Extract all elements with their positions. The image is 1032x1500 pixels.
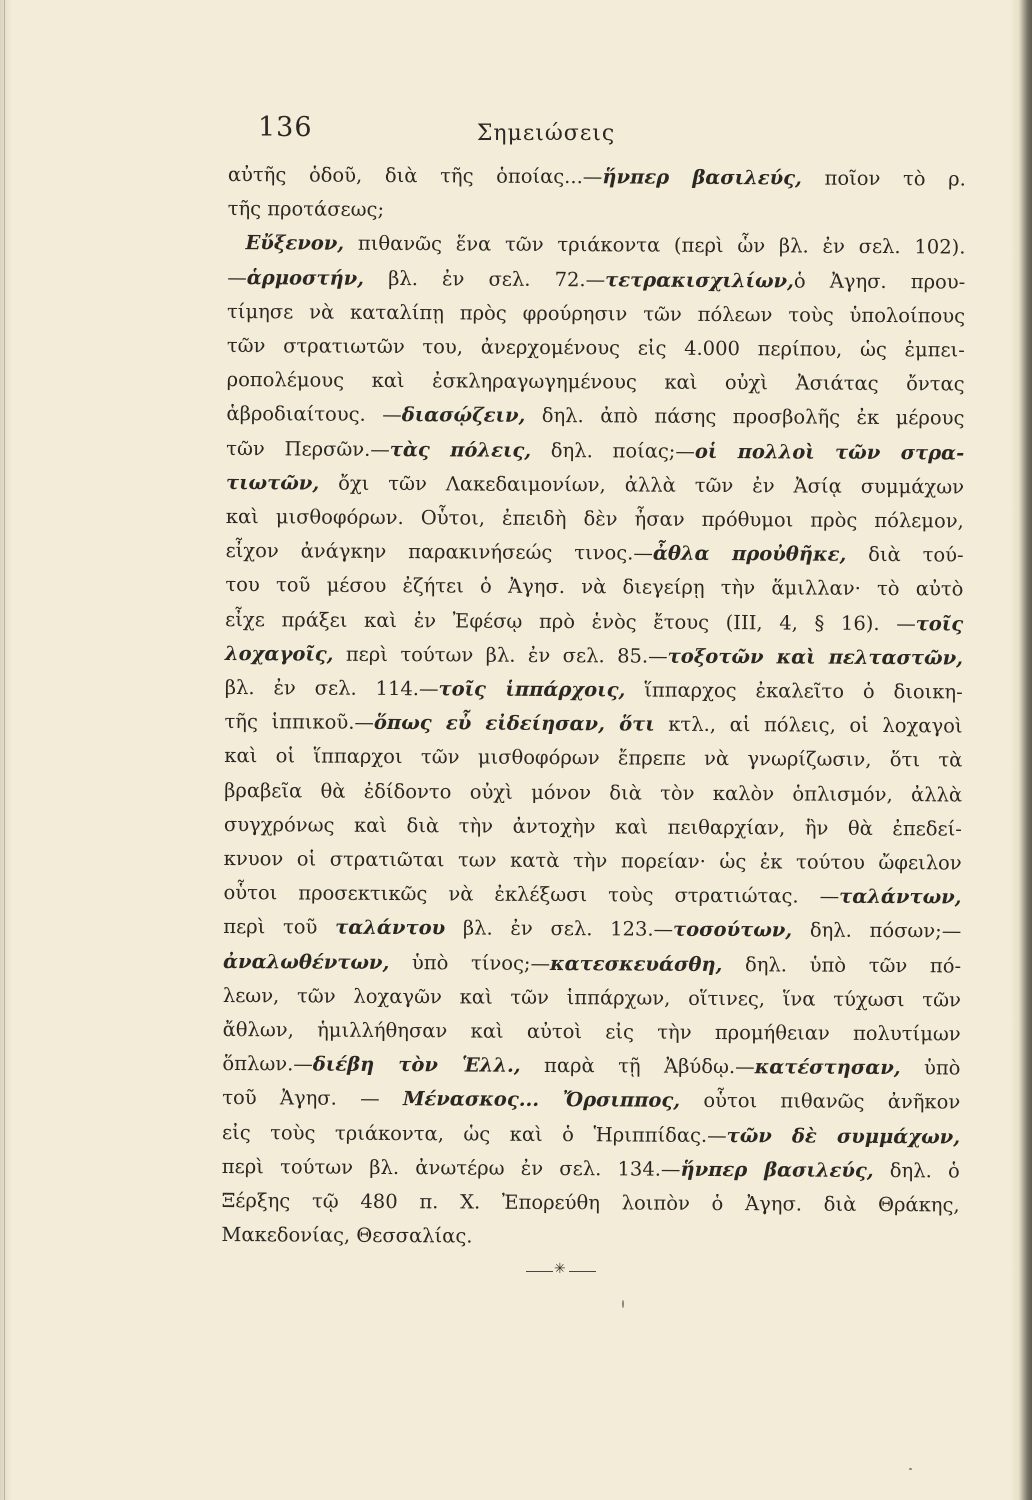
text-run: περὶ τούτων βλ. ἐν σελ. 85.— (333, 642, 668, 668)
paper-speck (909, 1468, 912, 1470)
text-run: βραβεῖα θὰ ἐδίδοντο οὐχὶ μόνον διὰ τὸν καλὸν ὁπλισμόν, ἀλλὰ (224, 778, 963, 807)
text-run: αὐτῆς ὁδοῦ, διὰ τῆς ὁποίας...— (227, 162, 603, 189)
text-run: ἁβροδιαίτους. — (226, 402, 402, 427)
text-line (226, 500, 964, 539)
lemma: τὰς πόλεις, (389, 437, 532, 462)
text-line (227, 261, 965, 300)
ornament-rule (569, 1271, 596, 1272)
running-head: Σημειώσεις (476, 121, 616, 146)
text-run: κνυον οἱ στρατιῶται των κατὰ τὴν πορείαν· ὡς ἐκ τούτου ὤφειλον (223, 847, 962, 875)
text-line (227, 329, 965, 368)
text-line (222, 1047, 960, 1086)
lemma: ἥνπερ βασιλεύς, (680, 1157, 874, 1182)
lemma: ταλάντων, (839, 885, 962, 909)
text-line (226, 432, 964, 471)
text-run: Ξέρξης τῷ 480 π. Χ. Ἐπορεύθη λοιπὸν ὁ Ἀγησ. διὰ Θράκης, (221, 1189, 960, 1217)
lemma: τετρακισχιλίων, (605, 267, 794, 293)
lemma: ταλάντου (335, 916, 446, 940)
lemma: ἀναλωθέντων, (223, 949, 390, 974)
text-line (224, 842, 962, 881)
text-run: συγχρόνως καὶ διὰ τὴν ἀντοχὴν καὶ πειθαρχίαν, ἣν θὰ ἐπεδεί- (223, 812, 962, 841)
text-line (228, 192, 966, 231)
lemma: Μένασκος... Ὄρσιππος, (402, 1087, 681, 1113)
text-run: ὅπλων.— (222, 1052, 313, 1076)
lemma: κατέστησαν, (754, 1055, 901, 1080)
text-line (223, 876, 961, 915)
asterisk-icon: ✳ (554, 1261, 566, 1277)
text-line (224, 705, 962, 744)
text-run: τίμησε νὰ καταλίπῃ πρὸς φρούρησιν τῶν πόλεων τοὺς ὑπολοίπους (226, 299, 966, 328)
lemma: τοξοτῶν καὶ πελταστῶν, (667, 644, 964, 670)
text-run: καὶ οἱ ἵππαρχοι τῶν μισθοφόρων ἔπρεπε νὰ γνωρίζωσιν, ὅτι τὰ (224, 744, 963, 772)
text-run: πιθανῶς ἕνα τῶν τριάκοντα (περὶ ὧν βλ. ἐν σελ. 102). (344, 232, 966, 259)
text-line (221, 1218, 959, 1257)
ornament-rule (526, 1271, 553, 1272)
text-line (225, 603, 963, 642)
section-ornament (526, 1261, 596, 1277)
text-run: δηλ. ὁ (873, 1158, 960, 1183)
notes-body (221, 158, 966, 1257)
text-run: ἵππαρχος ἐκαλεῖτο ὁ διοικη- (625, 678, 963, 704)
text-run: Μακεδονίας, Θεσσαλίας. (221, 1223, 473, 1248)
text-run: οὗτοι προσεκτικῶς νὰ ἐκλέξωσι τοὺς στρατιώτας. — (223, 881, 840, 909)
text-run: βλ. ἐν σελ. 123.— (445, 916, 674, 942)
lemma: τοσούτων, (673, 918, 793, 942)
text-line (224, 774, 962, 813)
text-run: περὶ τοῦ (223, 915, 336, 940)
text-run: του τοῦ μέσου ἐζήτει ὁ Ἀγησ. νὰ διεγείρῃ τὴν ἅμιλλαν· τὸ αὐτὸ (225, 573, 964, 601)
text-line (227, 363, 965, 402)
text-line (225, 568, 963, 607)
text-run: διὰ τού- (846, 543, 964, 567)
text-run: ὁ Ἀγησ. πρου- (793, 269, 966, 294)
text-run: τοῦ Ἀγησ. — (222, 1086, 403, 1111)
text-run: τῶν Περσῶν.— (226, 436, 390, 461)
text-run: δηλ. ἀπὸ πάσης προσβολῆς ἐκ μέρους (525, 404, 965, 430)
lemma: ἁρμοστήν, (246, 265, 365, 290)
paper-speck (622, 1300, 624, 1308)
text-line (224, 808, 962, 847)
text-run: καὶ μισθοφόρων. Οὗτοι, ἐπειδὴ δὲν ἦσαν πρόθυμοι πρὸς πόλεμον, (225, 505, 964, 533)
text-run: βλ. ἐν σελ. 114.— (224, 676, 439, 701)
lemma: τιωτῶν, (225, 470, 320, 495)
text-run: ὄχι τῶν Λακεδαιμονίων, ἀλλὰ τῶν ἐν Ἀσίᾳ συμμάχων (319, 471, 965, 499)
text-line (222, 1184, 960, 1223)
text-line (224, 739, 962, 778)
text-run: δηλ. ποίας;— (531, 438, 695, 463)
text-run: ἄθλων, ἡμιλλήθησαν καὶ αὐτοὶ εἰς τὴν προμήθειαν πολυτίμων (222, 1018, 961, 1046)
text-run: τῆς προτάσεως; (227, 197, 385, 222)
lemma: κατεσκευάσθη, (549, 951, 723, 976)
text-run: τῆς ἱππικοῦ.— (224, 710, 375, 735)
text-line (223, 910, 961, 949)
text-run: ροπολέμους καὶ ἐσκληραγωγημένους καὶ οὐχὶ Ἀσιάτας ὄντας (226, 368, 965, 396)
text-run: λεων, τῶν λοχαγῶν καὶ τῶν ἱππάρχων, οἵτινες, ἵνα τύχωσι τῶν (222, 983, 961, 1012)
text-line (227, 226, 965, 265)
text-run: παρὰ τῇ Ἀβύδῳ.— (520, 1054, 755, 1079)
text-line (225, 671, 963, 710)
lemma: τῶν δὲ συμμάχων, (726, 1123, 961, 1149)
text-line (222, 1150, 960, 1189)
text-run: ὑπὸ τίνος;— (389, 950, 551, 975)
lemma: ἥνπερ βασιλεύς, (602, 165, 802, 190)
text-line (222, 1081, 960, 1120)
page-number: 136 (258, 112, 313, 143)
text-run: δηλ. πόσων;— (792, 918, 962, 943)
lemma: διασῴζειν, (401, 403, 526, 428)
lemma: Εὔξενον, (245, 231, 345, 256)
text-line (226, 397, 964, 436)
lemma: τοῖς ἱππάρχοις, (438, 677, 626, 702)
lemma: ὅπως εὖ εἰδείησαν, ὅτι (373, 711, 655, 736)
lemma: τοῖς (915, 611, 964, 636)
text-line (225, 534, 963, 573)
text-line (223, 945, 961, 984)
text-run: εἰς τοὺς τριάκοντα, ὡς καὶ ὁ Ἡριππίδας.— (221, 1120, 727, 1147)
text-run: — (227, 265, 247, 289)
text-line (227, 295, 965, 334)
text-run: εἶχον ἀνάγκην παρακινήσεώς τινος.— (225, 539, 653, 565)
text-run: εἶχε πράξει καὶ ἐν Ἐφέσῳ πρὸ ἑνὸς ἔτους (ΙΙΙ, 4, § 16). — (225, 607, 916, 635)
text-line (228, 158, 966, 197)
left-page-edge (0, 0, 12, 1500)
text-run: περὶ τούτων βλ. ἀνωτέρω ἐν σελ. 134.— (221, 1154, 681, 1181)
text-run: οὗτοι πιθανῶς ἀνῆκον (680, 1089, 961, 1114)
text-run: ὑπὸ (900, 1056, 961, 1080)
text-line (223, 1013, 961, 1052)
lemma: ἆθλα προὐθῆκε, (652, 541, 847, 567)
text-run: τῶν στρατιωτῶν του, ἀνερχομένους εἰς 4.000 περίπου, ὡς ἐμπει- (226, 334, 965, 362)
lemma: οἱ πολλοὶ τῶν στρα- (694, 439, 965, 465)
lemma: λοχαγοῖς, (224, 641, 334, 666)
lemma: διέβη τὸν Ἑλλ., (312, 1052, 521, 1078)
text-line (223, 979, 961, 1018)
text-line (226, 466, 964, 505)
text-run: δηλ. ὑπὸ τῶν πό- (722, 952, 962, 978)
text-run: βλ. ἐν σελ. 72.— (363, 266, 606, 291)
text-line (225, 637, 963, 676)
right-page-edge (1010, 0, 1032, 1500)
text-line (222, 1116, 960, 1155)
text-run: ποῖον τὸ ρ. (801, 166, 966, 191)
text-run: κτλ., αἱ πόλεις, οἱ λοχαγοὶ (654, 712, 963, 738)
